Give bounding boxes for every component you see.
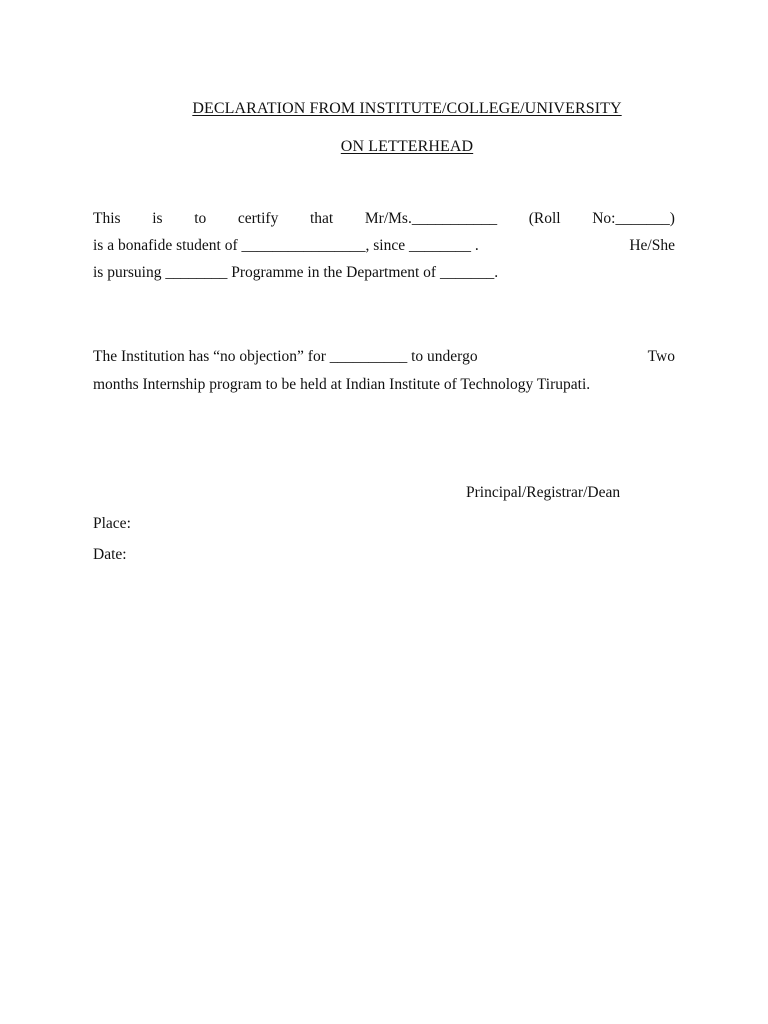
roll-no-blank: No:_______) (592, 210, 675, 227)
title-line-2: ON LETTERHEAD (340, 138, 474, 155)
certify-line-2 (93, 236, 675, 256)
no-objection-text: The Institution has “no objection” for __________ to undergo (93, 348, 478, 365)
document-subtitle (23, 138, 768, 156)
document-title (23, 100, 768, 118)
name-blank: Mr/Ms.___________ (364, 210, 498, 227)
title-line-1: DECLARATION FROM INSTITUTE/COLLEGE/UNIVERSITY (192, 100, 622, 117)
word: to (194, 210, 207, 227)
word: certify (237, 210, 279, 227)
word: that (309, 210, 334, 227)
no-objection-line-2: months Internship program to be held at Indian Institute of Technology Tirupati. (93, 376, 591, 393)
word: is (152, 210, 163, 227)
word: This (93, 210, 121, 227)
certify-line-1 (93, 209, 675, 229)
he-she-text: He/She (629, 237, 675, 254)
place-label: Place: (93, 515, 131, 532)
two-text: Two (647, 348, 675, 365)
word: (Roll (528, 210, 561, 227)
certify-line-3: is pursuing ________ Programme in the Department of _______. (93, 264, 499, 281)
student-of-text: is a bonafide student of ________________, since ________ . (93, 237, 479, 254)
no-objection-line-1 (93, 347, 675, 367)
signatory-label: Principal/Registrar/Dean (466, 484, 621, 501)
date-label: Date: (93, 546, 127, 563)
